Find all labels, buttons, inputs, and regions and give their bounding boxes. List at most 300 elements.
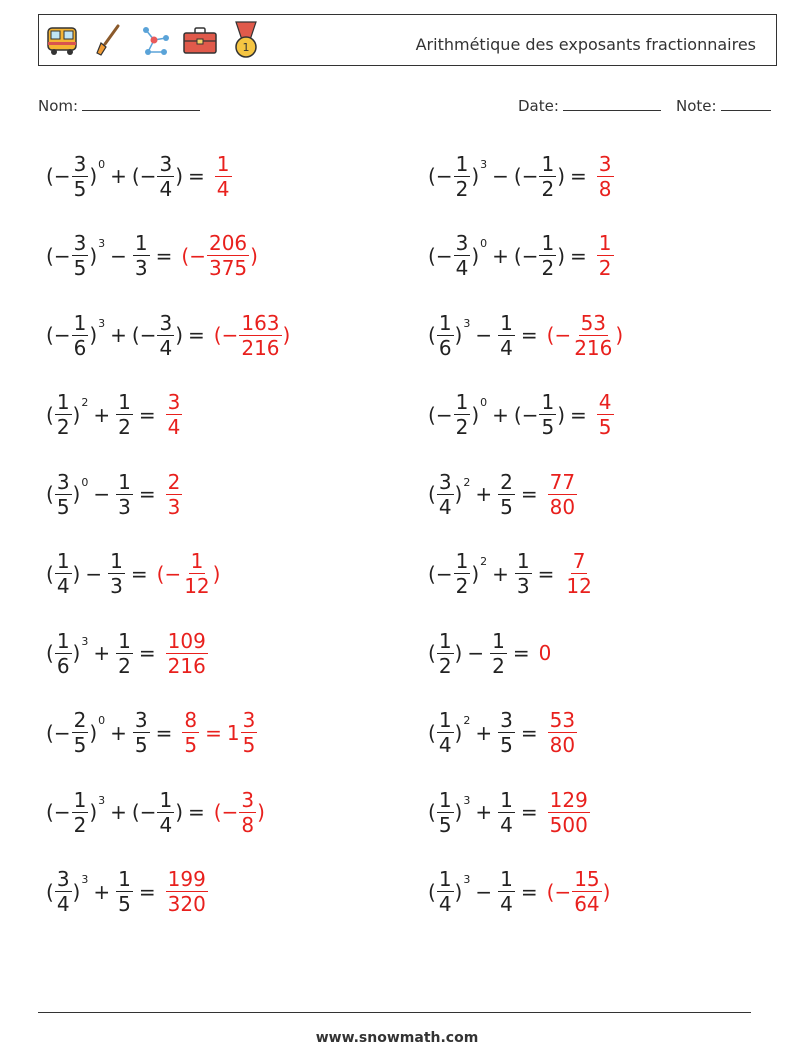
footer-divider bbox=[38, 1012, 751, 1013]
minus-sign: − bbox=[435, 243, 453, 268]
paren: ( bbox=[46, 561, 54, 586]
fraction bbox=[454, 392, 471, 437]
problem-4 bbox=[428, 226, 615, 286]
denominator: 12 bbox=[566, 574, 592, 598]
problem-3 bbox=[46, 226, 258, 286]
numerator: 3 bbox=[598, 151, 612, 176]
paren: ( bbox=[428, 561, 436, 586]
paren: ( bbox=[46, 164, 54, 188]
answer bbox=[539, 641, 552, 665]
paren: ) bbox=[557, 243, 566, 268]
paren: ( bbox=[46, 879, 54, 904]
numerator: 3 bbox=[241, 787, 255, 812]
denominator: 2 bbox=[438, 653, 452, 678]
fraction bbox=[241, 710, 258, 755]
paren: ( bbox=[213, 323, 222, 347]
fraction bbox=[539, 392, 556, 437]
paren: ( bbox=[513, 243, 522, 268]
fraction bbox=[72, 310, 89, 360]
denominator: 2 bbox=[455, 176, 469, 201]
numerator: 129 bbox=[549, 787, 588, 812]
minus-sign: − bbox=[53, 800, 71, 824]
numerator: 1 bbox=[455, 151, 469, 176]
numerator: 1 bbox=[56, 390, 70, 414]
fraction bbox=[157, 151, 174, 201]
paren: ( bbox=[46, 402, 54, 427]
numerator: 1 bbox=[438, 787, 452, 812]
fraction bbox=[116, 628, 133, 678]
numerator: 3 bbox=[56, 469, 70, 494]
answer bbox=[165, 628, 209, 678]
exponent: 2 bbox=[81, 396, 89, 409]
paren: ) bbox=[89, 800, 98, 824]
operator: = bbox=[570, 164, 587, 188]
fraction bbox=[55, 869, 72, 914]
paren: ) bbox=[89, 720, 98, 745]
paren: ) bbox=[454, 323, 463, 347]
problem-2 bbox=[428, 146, 615, 206]
minus-sign: − bbox=[435, 561, 453, 586]
paren: ( bbox=[46, 800, 54, 824]
denominator: 6 bbox=[438, 335, 452, 360]
operator: = bbox=[512, 641, 530, 665]
denominator: 6 bbox=[56, 653, 70, 678]
fraction bbox=[166, 869, 208, 914]
operator: + bbox=[110, 164, 127, 188]
paren: ( bbox=[46, 641, 54, 665]
fraction bbox=[133, 710, 150, 755]
paren: ) bbox=[557, 402, 566, 427]
fraction bbox=[133, 233, 150, 278]
denominator: 2 bbox=[598, 256, 612, 280]
fraction bbox=[239, 310, 281, 360]
denominator: 4 bbox=[455, 256, 469, 280]
fraction bbox=[539, 151, 556, 201]
paren: ( bbox=[131, 800, 140, 824]
problem-14 bbox=[428, 623, 551, 683]
fraction bbox=[597, 151, 614, 201]
paren: ( bbox=[428, 243, 436, 268]
denominator: 216 bbox=[574, 335, 613, 360]
denominator: 5 bbox=[56, 494, 70, 519]
numerator: 1 bbox=[500, 310, 513, 335]
denominator: 2 bbox=[492, 653, 505, 678]
fraction bbox=[498, 787, 515, 837]
operator: = bbox=[155, 720, 173, 745]
paren: ) bbox=[454, 720, 463, 745]
numerator: 2 bbox=[167, 469, 181, 494]
fraction bbox=[166, 469, 183, 519]
numerator: 77 bbox=[549, 469, 576, 494]
operator: = bbox=[520, 879, 538, 904]
fraction bbox=[515, 551, 532, 596]
date-label: Date: bbox=[518, 97, 559, 115]
fraction bbox=[572, 310, 614, 360]
paren: ) bbox=[471, 243, 480, 268]
answer bbox=[596, 392, 615, 437]
name-label: Nom: bbox=[38, 97, 79, 115]
fraction bbox=[498, 710, 515, 755]
answer bbox=[165, 392, 184, 437]
paren: ) bbox=[471, 164, 480, 188]
operator: + bbox=[110, 323, 127, 347]
minus-sign: − bbox=[53, 243, 71, 268]
operator: + bbox=[110, 720, 127, 745]
denominator: 375 bbox=[208, 256, 248, 280]
numerator: 1 bbox=[438, 708, 452, 732]
problem-1 bbox=[46, 146, 233, 206]
denominator: 216 bbox=[241, 335, 280, 360]
briefcase-icon bbox=[181, 18, 219, 62]
problem-7 bbox=[46, 385, 183, 445]
operator: + bbox=[110, 800, 127, 824]
operator: + bbox=[475, 720, 493, 745]
denominator: 3 bbox=[110, 574, 123, 598]
minus-sign: − bbox=[139, 800, 157, 824]
fraction bbox=[572, 869, 601, 914]
paren: ) bbox=[602, 879, 611, 904]
fraction bbox=[437, 469, 454, 519]
numerator: 1 bbox=[492, 628, 505, 653]
paren: ) bbox=[72, 879, 81, 904]
problem-11 bbox=[46, 544, 220, 604]
minus-sign: − bbox=[521, 164, 539, 188]
minus-sign: − bbox=[139, 164, 157, 188]
denominator: 5 bbox=[438, 812, 452, 837]
fraction bbox=[498, 869, 515, 914]
name-field bbox=[38, 94, 200, 115]
operator: = bbox=[138, 641, 156, 665]
paren: ) bbox=[557, 164, 566, 188]
problem-9 bbox=[46, 464, 183, 524]
answer bbox=[546, 310, 624, 360]
numerator: 4 bbox=[598, 390, 612, 414]
operator: = bbox=[138, 879, 156, 904]
medal-icon bbox=[227, 18, 265, 62]
paren: ( bbox=[513, 164, 522, 188]
fraction bbox=[116, 469, 133, 519]
denominator: 4 bbox=[438, 733, 452, 757]
numerator: 1 bbox=[438, 310, 452, 335]
operator: = bbox=[155, 243, 173, 268]
fraction bbox=[182, 710, 199, 755]
paren: ( bbox=[181, 243, 190, 268]
denominator: 8 bbox=[241, 812, 255, 837]
problem-16 bbox=[428, 703, 578, 763]
exponent: 3 bbox=[463, 316, 471, 330]
svg-text:1: 1 bbox=[242, 41, 250, 54]
paren: ( bbox=[46, 243, 54, 268]
problem-5 bbox=[46, 305, 290, 365]
operator: = bbox=[520, 800, 538, 824]
numerator: 3 bbox=[73, 151, 87, 176]
paren: ) bbox=[72, 482, 81, 506]
exponent: 2 bbox=[463, 714, 471, 727]
numerator: 163 bbox=[241, 310, 280, 335]
numerator: 1 bbox=[118, 390, 131, 414]
problem-8 bbox=[428, 385, 615, 445]
problem-19 bbox=[46, 862, 209, 922]
minus-sign: − bbox=[521, 243, 539, 268]
fraction bbox=[490, 628, 507, 678]
operator: + bbox=[93, 641, 111, 665]
paren: ( bbox=[428, 164, 436, 188]
fraction bbox=[157, 310, 174, 360]
denominator: 6 bbox=[73, 335, 87, 360]
answer bbox=[547, 869, 611, 914]
minus-sign: − bbox=[521, 402, 539, 427]
note-label: Note: bbox=[676, 97, 717, 115]
fraction bbox=[166, 392, 183, 437]
problem-17 bbox=[46, 782, 265, 842]
denominator: 5 bbox=[242, 733, 256, 757]
answer bbox=[165, 869, 209, 914]
fraction bbox=[498, 469, 515, 519]
worksheet-title: Arithmétique des exposants fractionnaires bbox=[415, 35, 756, 54]
note-blank[interactable] bbox=[721, 94, 771, 111]
denominator: 2 bbox=[118, 415, 131, 439]
numerator: 53 bbox=[549, 708, 576, 732]
numerator: 2 bbox=[73, 708, 87, 732]
note-field bbox=[676, 94, 771, 115]
paren: ) bbox=[175, 164, 184, 188]
fraction bbox=[548, 787, 590, 837]
denominator: 4 bbox=[500, 892, 513, 916]
numerator: 1 bbox=[56, 628, 70, 653]
paren: ) bbox=[282, 323, 291, 347]
operator: − bbox=[467, 641, 485, 665]
exponent: 3 bbox=[81, 634, 89, 648]
problem-12 bbox=[428, 544, 595, 604]
denominator: 5 bbox=[73, 733, 87, 757]
numerator: 1 bbox=[541, 231, 555, 255]
numerator: 1 bbox=[159, 787, 173, 812]
minus-sign: − bbox=[139, 323, 157, 347]
exponent: 0 bbox=[98, 714, 106, 727]
numerator: 1 bbox=[455, 390, 469, 414]
fraction bbox=[454, 551, 471, 596]
operator: − bbox=[475, 879, 493, 904]
paren: ( bbox=[213, 800, 222, 824]
fraction bbox=[597, 233, 614, 278]
numerator: 109 bbox=[167, 628, 206, 653]
fraction bbox=[207, 233, 249, 278]
numerator: 3 bbox=[159, 310, 173, 335]
minus-sign: − bbox=[164, 561, 182, 586]
paren: ( bbox=[46, 720, 54, 745]
fraction bbox=[539, 233, 556, 278]
paren: ) bbox=[454, 641, 463, 665]
exponent: 3 bbox=[463, 793, 471, 807]
numerator: 1 bbox=[110, 549, 123, 573]
operator: − bbox=[93, 482, 111, 506]
answer bbox=[547, 710, 578, 755]
numerator: 3 bbox=[159, 151, 173, 176]
header-box bbox=[38, 14, 777, 66]
numerator: 206 bbox=[208, 231, 248, 255]
paren: ) bbox=[212, 561, 221, 586]
paren: ( bbox=[428, 323, 436, 347]
operator: = bbox=[188, 164, 205, 188]
exponent: 3 bbox=[98, 316, 106, 330]
minus-sign: − bbox=[221, 800, 239, 824]
paren: ) bbox=[454, 879, 463, 904]
numerator: 1 bbox=[190, 549, 204, 573]
answer bbox=[596, 233, 615, 278]
paren: ( bbox=[428, 879, 436, 904]
denominator: 3 bbox=[134, 256, 148, 280]
school-bus-icon bbox=[43, 18, 81, 62]
denominator: 500 bbox=[549, 812, 588, 837]
paren: ) bbox=[175, 323, 184, 347]
paren: ( bbox=[428, 402, 436, 427]
minus-sign: − bbox=[53, 164, 71, 188]
fraction bbox=[157, 787, 174, 837]
denominator: 5 bbox=[541, 415, 555, 439]
operator: = bbox=[570, 402, 587, 427]
problem-15 bbox=[46, 703, 258, 763]
answer bbox=[596, 151, 615, 201]
denominator: 64 bbox=[574, 892, 600, 916]
answer bbox=[547, 469, 578, 519]
numerator: 3 bbox=[438, 469, 452, 494]
paren: ( bbox=[156, 561, 165, 586]
fraction bbox=[597, 392, 614, 437]
paren: ( bbox=[428, 800, 436, 824]
numerator: 1 bbox=[438, 628, 452, 653]
denominator: 4 bbox=[159, 176, 173, 201]
footer-url: www.snowmath.com bbox=[315, 1030, 479, 1046]
exponent: 0 bbox=[480, 396, 488, 409]
exponent: 3 bbox=[463, 873, 471, 886]
denominator: 3 bbox=[167, 494, 181, 519]
exponent: 3 bbox=[480, 157, 488, 171]
operator: − bbox=[110, 243, 127, 268]
paren: ( bbox=[428, 482, 436, 506]
exponent: 3 bbox=[81, 873, 89, 886]
numerator: 3 bbox=[73, 231, 87, 255]
denominator: 5 bbox=[73, 176, 87, 201]
denominator: 5 bbox=[500, 733, 513, 757]
denominator: 8 bbox=[598, 176, 612, 201]
fraction bbox=[548, 710, 577, 755]
paren: ) bbox=[72, 641, 81, 665]
numerator: 8 bbox=[184, 708, 198, 732]
exponent: 3 bbox=[98, 793, 106, 807]
paren: ) bbox=[471, 402, 480, 427]
numerator: 1 bbox=[56, 549, 70, 573]
denominator: 4 bbox=[438, 494, 452, 519]
fraction bbox=[55, 628, 72, 678]
operator: = bbox=[205, 720, 222, 745]
paren: ) bbox=[454, 482, 463, 506]
denominator: 5 bbox=[134, 733, 148, 757]
denominator: 2 bbox=[455, 574, 469, 598]
denominator: 320 bbox=[167, 892, 206, 916]
fraction bbox=[437, 710, 454, 755]
name-blank[interactable] bbox=[82, 94, 200, 111]
denominator: 4 bbox=[159, 335, 173, 360]
operator: = bbox=[188, 800, 205, 824]
paren: 1 bbox=[226, 720, 240, 745]
numerator: 1 bbox=[598, 231, 612, 255]
operator: + bbox=[93, 402, 111, 427]
minus-sign: − bbox=[53, 720, 71, 745]
molecule-icon bbox=[135, 18, 173, 62]
numerator: 53 bbox=[580, 310, 607, 335]
paren: ( bbox=[46, 323, 54, 347]
operator: = bbox=[537, 561, 555, 586]
fraction bbox=[437, 628, 454, 678]
paren: ) bbox=[615, 323, 624, 347]
operator: + bbox=[475, 800, 493, 824]
answer bbox=[157, 551, 221, 596]
denominator: 5 bbox=[598, 415, 612, 439]
operator: = bbox=[138, 402, 156, 427]
minus-sign: − bbox=[554, 879, 572, 904]
numerator: 1 bbox=[541, 390, 555, 414]
exponent: 0 bbox=[98, 157, 106, 171]
numerator: 3 bbox=[500, 708, 513, 732]
fraction bbox=[72, 787, 89, 837]
paren: ( bbox=[546, 323, 555, 347]
exponent: 3 bbox=[98, 237, 106, 250]
paren: ) bbox=[89, 323, 98, 347]
fraction bbox=[72, 151, 89, 201]
operator: − bbox=[492, 164, 509, 188]
denominator: 4 bbox=[500, 335, 513, 360]
paren: ) bbox=[72, 402, 81, 427]
numerator: 2 bbox=[500, 469, 513, 494]
minus-sign: − bbox=[435, 164, 453, 188]
numerator: 199 bbox=[167, 867, 206, 891]
denominator: 2 bbox=[118, 653, 131, 678]
answer bbox=[563, 551, 594, 596]
problem-6 bbox=[428, 305, 623, 365]
minus-sign: − bbox=[189, 243, 206, 268]
problem-10 bbox=[428, 464, 578, 524]
numerator: 3 bbox=[134, 708, 148, 732]
fraction bbox=[116, 392, 133, 437]
numerator: 7 bbox=[572, 549, 586, 573]
numerator: 1 bbox=[541, 151, 555, 176]
minus-sign: − bbox=[435, 402, 453, 427]
date-field bbox=[518, 94, 661, 115]
operator: + bbox=[475, 482, 493, 506]
paren: ) bbox=[89, 243, 98, 268]
exponent: 0 bbox=[81, 475, 89, 489]
denominator: 5 bbox=[73, 256, 87, 280]
denominator: 2 bbox=[56, 415, 70, 439]
fraction bbox=[437, 787, 454, 837]
exponent: 2 bbox=[480, 555, 488, 568]
denominator: 4 bbox=[56, 892, 70, 916]
denominator: 5 bbox=[118, 892, 131, 916]
denominator: 2 bbox=[541, 176, 555, 201]
numerator: 3 bbox=[242, 708, 256, 732]
fraction bbox=[215, 151, 232, 201]
minus-sign: − bbox=[554, 323, 572, 347]
exponent: 2 bbox=[463, 475, 471, 489]
fraction bbox=[564, 551, 593, 596]
answer bbox=[213, 787, 265, 837]
numerator: 1 bbox=[118, 469, 131, 494]
denominator: 80 bbox=[549, 494, 576, 519]
operator: − bbox=[85, 561, 103, 586]
date-blank[interactable] bbox=[563, 94, 661, 111]
fraction bbox=[72, 710, 89, 755]
numerator: 1 bbox=[73, 787, 87, 812]
